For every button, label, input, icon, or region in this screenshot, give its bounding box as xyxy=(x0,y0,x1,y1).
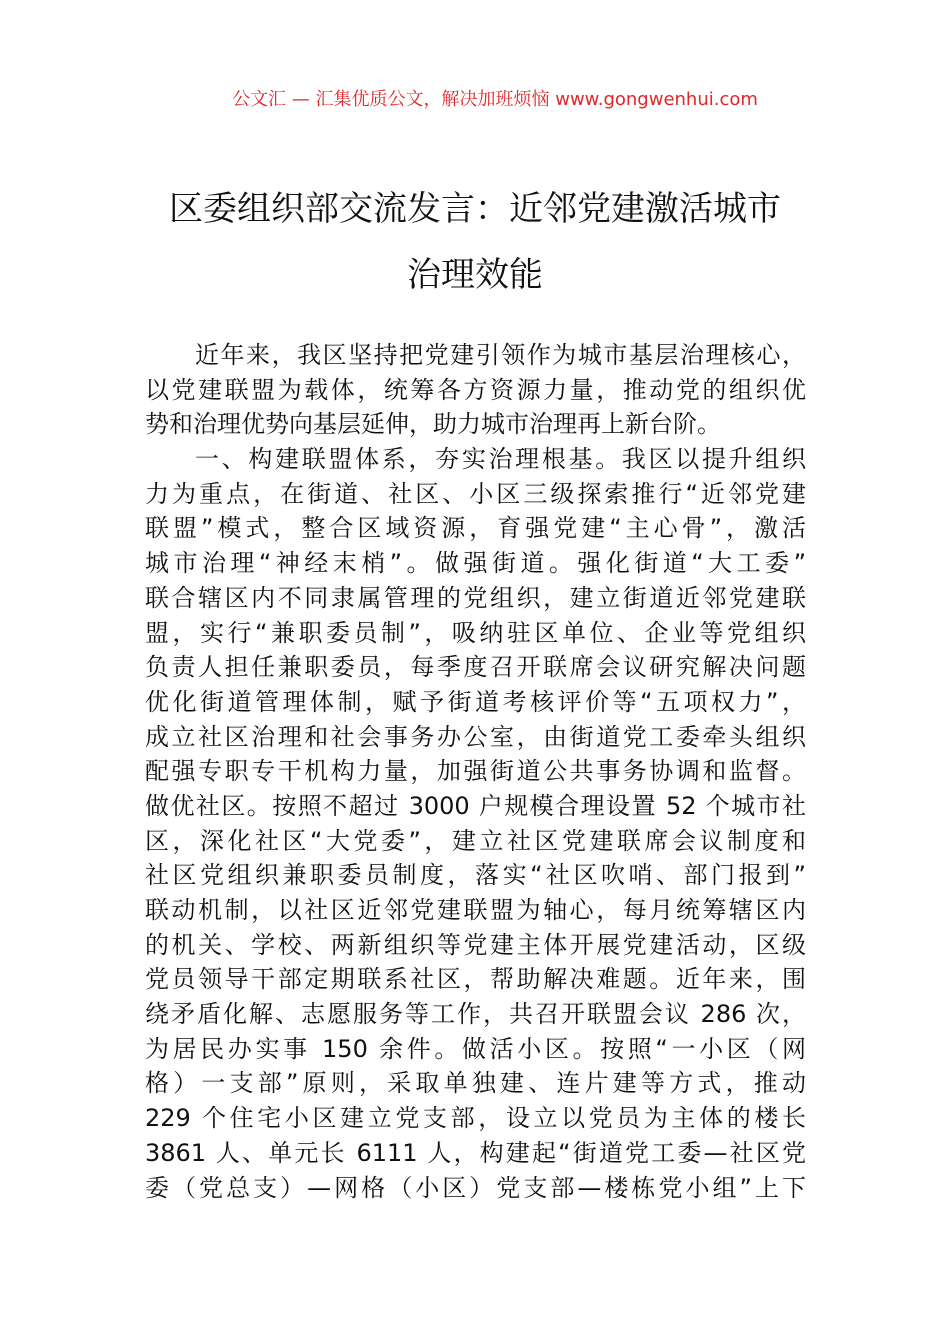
paragraph-line: 优化街道管理体制，赋予街道考核评价等“五项权力”， xyxy=(145,687,806,716)
paragraph-line: 势和治理优势向基层延伸，助力城市治理再上新台阶。 xyxy=(145,410,721,439)
watermark-header: 公文汇 — 汇集优质公文，解决加班烦恼 www.gongwenhui.com xyxy=(232,89,758,110)
paragraph-line: 成立社区治理和社会事务办公室，由街道党工委牵头组织 xyxy=(145,722,806,751)
document-title xyxy=(0,176,950,308)
document-body xyxy=(145,338,806,1205)
paragraph-line: 力为重点，在街道、社区、小区三级探索推行“近邻党建 xyxy=(145,479,806,508)
paragraph-line: 近年来，我区坚持把党建引领作为城市基层治理核心， xyxy=(195,341,806,369)
title-line-2: 治理效能 xyxy=(407,255,543,295)
paragraph-line: 一、构建联盟体系，夯实治理根基。我区以提升组织 xyxy=(195,445,806,474)
paragraph-line: 联盟”模式，整合区域资源，育强党建“主心骨”，激活 xyxy=(145,514,806,543)
paragraph-line: 联合辖区内不同隶属管理的党组织，建立街道近邻党建联 xyxy=(145,583,806,612)
paragraph-line: 以党建联盟为载体，统筹各方资源力量，推动党的组织优 xyxy=(145,375,806,404)
paragraph-line: 229 个住宅小区建立党支部，设立以党员为主体的楼长 xyxy=(145,1104,806,1133)
paragraph-line: 绕矛盾化解、志愿服务等工作，共召开联盟会议 286 次， xyxy=(145,1000,806,1029)
paragraph-line: 社区党组织兼职委员制度，落实“社区吹哨、部门报到” xyxy=(145,861,806,890)
paragraph-line: 的机关、学校、两新组织等党建主体开展党建活动，区级 xyxy=(145,930,806,959)
paragraph-line: 3861 人、单元长 6111 人，构建起“街道党工委—社区党 xyxy=(145,1138,806,1167)
paragraph-line: 城市治理“神经末梢”。做强街道。强化街道“大工委” xyxy=(145,549,806,578)
paragraph-line: 联动机制，以社区近邻党建联盟为轴心，每月统筹辖区内 xyxy=(145,896,806,924)
title-line-1: 区委组织部交流发言：近邻党建激活城市 xyxy=(169,189,781,229)
paragraph xyxy=(145,338,806,442)
paragraph-line: 盟，实行“兼职委员制”，吸纳驻区单位、企业等党组织 xyxy=(145,618,806,647)
paragraph-line: 格）一支部”原则，采取单独建、连片建等方式，推动 xyxy=(145,1069,806,1098)
paragraph-line: 做优社区。按照不超过 3000 户规模合理设置 52 个城市社 xyxy=(145,791,806,820)
paragraph-line: 委（党总支）—网格（小区）党支部—楼栋党小组”上下 xyxy=(145,1173,806,1202)
paragraph xyxy=(145,442,806,1205)
paragraph-line: 负责人担任兼职委员，每季度召开联席会议研究解决问题 xyxy=(145,653,806,682)
paragraph-line: 党员领导干部定期联系社区，帮助解决难题。近年来，围 xyxy=(145,965,806,994)
paragraph-line: 配强专职专干机构力量，加强街道公共事务协调和监督。 xyxy=(145,757,806,786)
paragraph-line: 为居民办实事 150 余件。做活小区。按照“一小区（网 xyxy=(145,1034,806,1063)
paragraph-line: 区，深化社区“大党委”，建立社区党建联席会议制度和 xyxy=(145,826,806,855)
